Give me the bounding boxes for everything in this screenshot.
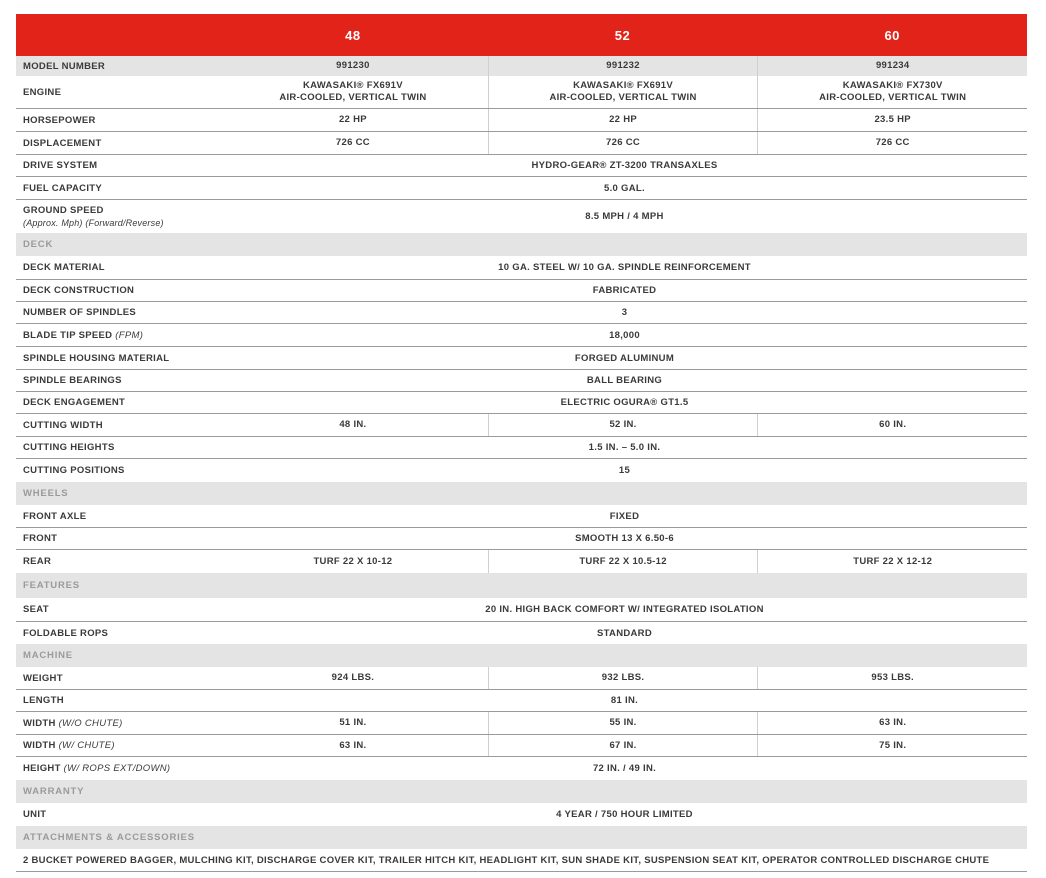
model-number-52: 991232 <box>488 56 758 76</box>
row-value: HYDRO-GEAR® ZT-3200 TRANSAXLES <box>531 160 718 171</box>
spindle-housing-row <box>16 347 1027 370</box>
spec-table <box>16 14 1027 872</box>
width-wo-52: 55 IN. <box>488 712 758 734</box>
deck-engagement-row <box>16 392 1027 414</box>
row-label: SPINDLE HOUSING MATERIAL <box>23 352 170 364</box>
row-label: SEAT <box>23 604 49 615</box>
row-label: CUTTING HEIGHTS <box>23 442 115 453</box>
row-label: NUMBER OF SPINDLES <box>23 307 137 318</box>
model-header-row <box>16 14 1027 56</box>
rops-row <box>16 622 1027 644</box>
attachments-row <box>16 849 1027 872</box>
ground-speed-row <box>16 200 1027 233</box>
row-label: DECK CONSTRUCTION <box>23 285 135 296</box>
row-value: 72 IN. / 49 IN. <box>592 763 657 774</box>
horsepower-row <box>16 109 1027 132</box>
drive-system-row <box>16 155 1027 177</box>
row-label: FRONT <box>23 533 58 544</box>
row-label: FRONT AXLE <box>23 510 87 522</box>
deck-material-row <box>16 256 1027 280</box>
row-value: 81 IN. <box>610 695 639 706</box>
row-value: ELECTRIC OGURA® GT1.5 <box>560 397 689 408</box>
rear-wheel-row <box>16 550 1027 573</box>
weight-48: 924 LBS. <box>331 672 375 683</box>
section-warranty: WARRANTY <box>16 780 1027 803</box>
row-label: LENGTH <box>23 695 64 706</box>
row-value: 10 GA. STEEL W/ 10 GA. SPINDLE REINFORCEMENT <box>498 262 751 273</box>
width-w-52: 67 IN. <box>488 735 758 756</box>
row-label: CUTTING POSITIONS <box>23 465 125 476</box>
front-wheel-row <box>16 528 1027 550</box>
row-label: GROUND SPEED (Approx. Mph) (Forward/Reverse) <box>16 205 222 228</box>
displacement-48: 726 CC <box>335 137 370 148</box>
model-number-48: 991230 <box>336 60 370 71</box>
row-label: HORSEPOWER <box>23 114 96 126</box>
cutting-width-60: 60 IN. <box>757 414 1027 436</box>
row-value: BALL BEARING <box>586 375 663 386</box>
seat-row <box>16 598 1027 622</box>
horsepower-60: 23.5 HP <box>757 109 1027 131</box>
displacement-row <box>16 132 1027 155</box>
row-label: DISPLACEMENT <box>23 137 102 149</box>
engine-row <box>16 76 1027 109</box>
row-note: (FPM) <box>115 329 144 341</box>
row-note: (W/ CHUTE) <box>58 740 115 751</box>
width-with-chute-row <box>16 735 1027 757</box>
deck-construction-row <box>16 280 1027 302</box>
model-60-header: 60 <box>884 27 900 43</box>
engine-52: KAWASAKI® FX691V AIR-COOLED, VERTICAL TWIN <box>488 76 758 108</box>
fuel-capacity-row <box>16 177 1027 200</box>
row-label: ENGINE <box>23 86 62 98</box>
weight-row <box>16 667 1027 690</box>
model-48-header: 48 <box>345 27 361 43</box>
row-value: FABRICATED <box>592 285 657 296</box>
length-row <box>16 690 1027 712</box>
row-note: (W/O CHUTE) <box>58 717 123 729</box>
row-label: SPINDLE BEARINGS <box>23 375 122 386</box>
row-value: 1.5 IN. – 5.0 IN. <box>588 442 661 453</box>
row-value: SMOOTH 13 X 6.50-6 <box>575 533 674 544</box>
rear-wheel-48: TURF 22 X 10-12 <box>313 555 393 567</box>
row-label: DECK MATERIAL <box>23 262 105 273</box>
height-row <box>16 757 1027 780</box>
row-value: 18,000 <box>609 329 640 341</box>
row-value: FORGED ALUMINUM <box>574 352 675 364</box>
width-wo-60: 63 IN. <box>757 712 1027 734</box>
row-value: 8.5 MPH / 4 MPH <box>585 211 664 222</box>
row-label: BLADE TIP SPEED (FPM) <box>23 329 144 341</box>
row-label: WEIGHT <box>23 672 63 684</box>
front-axle-row <box>16 505 1027 528</box>
blade-tip-speed-row <box>16 324 1027 347</box>
section-machine: MACHINE <box>16 644 1027 667</box>
row-label: REAR <box>23 556 52 567</box>
horsepower-48: 22 HP <box>338 114 367 125</box>
cutting-positions-row <box>16 459 1027 482</box>
row-value: 20 IN. HIGH BACK COMFORT W/ INTEGRATED ISOLATION <box>485 604 764 615</box>
row-label: CUTTING WIDTH <box>23 419 103 431</box>
row-label: HEIGHT (W/ ROPS EXT/DOWN) <box>23 763 171 774</box>
row-label: WIDTH (W/ CHUTE) <box>23 740 115 751</box>
row-value: STANDARD <box>597 627 652 639</box>
cutting-width-52: 52 IN. <box>488 414 758 436</box>
cutting-heights-row <box>16 437 1027 459</box>
cutting-width-48: 48 IN. <box>339 419 367 430</box>
model-number-60: 991234 <box>757 56 1027 76</box>
unit-warranty-row <box>16 803 1027 826</box>
width-wo-48: 51 IN. <box>339 717 367 728</box>
row-label: UNIT <box>23 809 47 820</box>
row-value: 15 <box>618 465 631 476</box>
row-value: 4 YEAR / 750 HOUR LIMITED <box>556 809 693 820</box>
width-w-60: 75 IN. <box>757 735 1027 756</box>
section-wheels: WHEELS <box>16 482 1027 505</box>
row-label: DECK ENGAGEMENT <box>23 397 126 408</box>
displacement-52: 726 CC <box>488 132 758 154</box>
model-52-header: 52 <box>614 27 631 43</box>
row-value: 5.0 GAL. <box>604 182 645 194</box>
section-attachments: ATTACHMENTS & ACCESSORIES <box>16 826 1027 849</box>
row-label: MODEL NUMBER <box>23 60 106 72</box>
row-label: DRIVE SYSTEM <box>23 160 98 171</box>
spindle-bearings-row <box>16 370 1027 392</box>
section-features: FEATURES <box>16 573 1027 598</box>
engine-48: KAWASAKI® FX691V AIR-COOLED, VERTICAL TWIN <box>279 80 427 103</box>
weight-52: 932 LBS. <box>488 667 758 689</box>
row-label: FOLDABLE ROPS <box>23 627 109 639</box>
weight-60: 953 LBS. <box>757 667 1027 689</box>
row-note: (W/ ROPS EXT/DOWN) <box>63 763 171 774</box>
model-number-row <box>16 56 1027 76</box>
row-label: FUEL CAPACITY <box>23 182 103 194</box>
width-w-48: 63 IN. <box>339 739 367 751</box>
rear-wheel-52: TURF 22 X 10.5-12 <box>488 550 758 573</box>
horsepower-52: 22 HP <box>488 109 758 131</box>
cutting-width-row <box>16 414 1027 437</box>
width-without-chute-row <box>16 712 1027 735</box>
attachments-list: 2 BUCKET POWERED BAGGER, MULCHING KIT, DISCHARGE COVER KIT, TRAILER HITCH KIT, HEADLIGHT KIT, SUN SHADE KIT, SUSPENSION SEAT KIT, OPERATOR CONTROLLED DISCHARGE CHUTE <box>23 854 990 866</box>
row-value: FIXED <box>609 510 640 522</box>
displacement-60: 726 CC <box>757 132 1027 154</box>
engine-60: KAWASAKI® FX730V AIR-COOLED, VERTICAL TWIN <box>757 76 1027 108</box>
row-note: (Approx. Mph) (Forward/Reverse) <box>23 218 164 228</box>
section-deck: DECK <box>16 233 1027 256</box>
row-value: 3 <box>621 307 628 318</box>
spindles-row <box>16 302 1027 324</box>
row-label: WIDTH (W/O CHUTE) <box>23 717 123 729</box>
rear-wheel-60: TURF 22 X 12-12 <box>757 550 1027 573</box>
